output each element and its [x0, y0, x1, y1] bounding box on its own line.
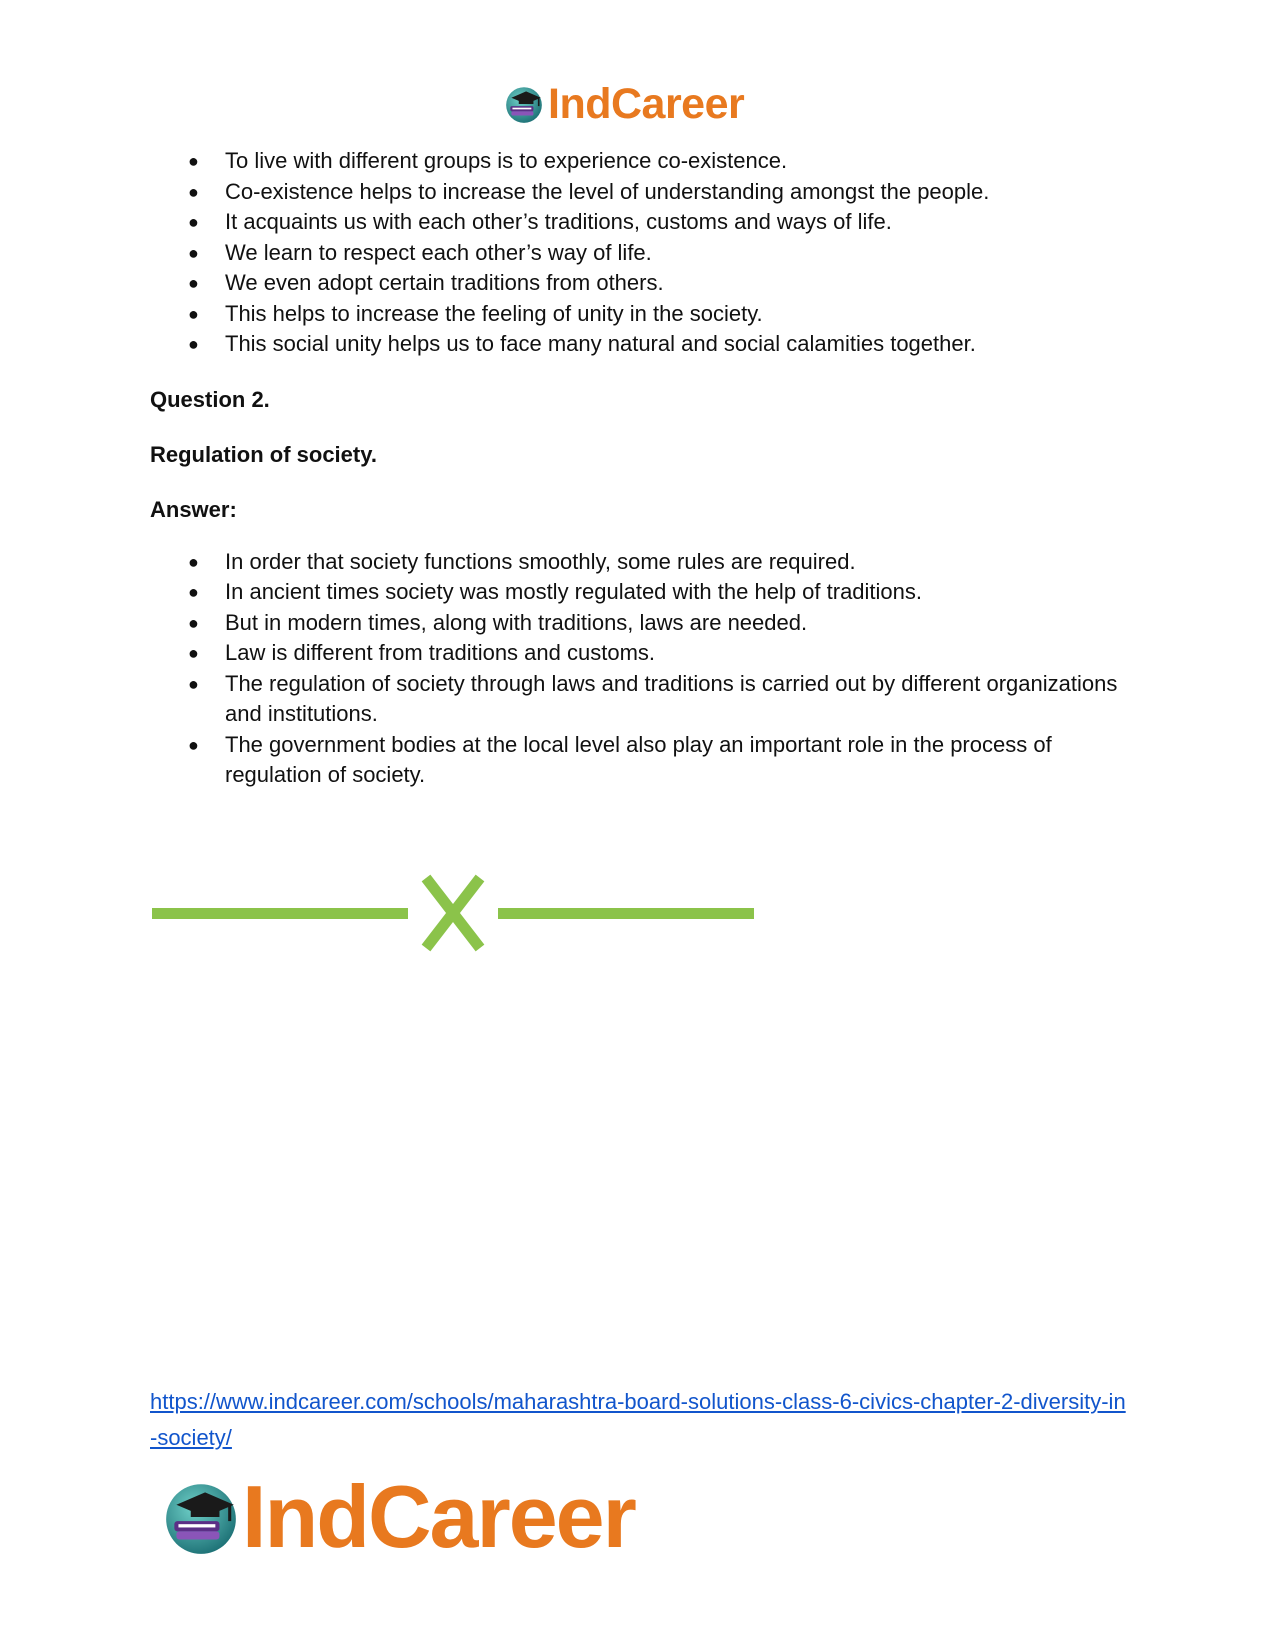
- list-item: [150, 299, 1140, 330]
- bullet-icon: ●: [188, 151, 199, 171]
- graduation-cap-books-globe-icon: [503, 83, 545, 125]
- list-item: [150, 608, 1140, 639]
- list-item-text: Law is different from traditions and customs.: [225, 640, 656, 665]
- list-item-text: The regulation of society through laws and traditions is carried out by different organizations and institutions.: [225, 670, 1118, 726]
- list-item-text: In order that society functions smoothly, some rules are required.: [225, 548, 856, 574]
- list-item-text: We learn to respect each other’s way of life.: [225, 239, 652, 265]
- list-item: [150, 669, 1140, 730]
- source-url-link[interactable]: https://www.indcareer.com/schools/maharashtra-board-solutions-class-6-civics-chapter-2-diversity-in-society/: [150, 1389, 1126, 1450]
- list-item: [150, 638, 1140, 669]
- graduation-cap-books-globe-icon: [160, 1476, 242, 1558]
- regulation-bullet-list: [150, 547, 1140, 791]
- list-item-text: It acquaints us with each other’s traditions, customs and ways of life.: [225, 209, 892, 234]
- list-item-text: This helps to increase the feeling of unity in the society.: [225, 300, 763, 326]
- list-item-text: The government bodies at the local level also play an important role in the process of regulation of society.: [225, 731, 1052, 787]
- brand-wordmark: IndCareer: [548, 79, 745, 128]
- list-item-text: This social unity helps us to face many natural and social calamities together.: [225, 331, 976, 356]
- bullet-icon: ●: [188, 181, 199, 202]
- list-item: [150, 730, 1140, 791]
- list-item-text: To live with different groups is to experience co-existence.: [225, 148, 788, 173]
- list-item-text: But in modern times, along with traditions, laws are needed.: [225, 609, 808, 635]
- document-body: [150, 146, 1140, 791]
- question-label: Question 2.: [150, 386, 270, 412]
- bullet-icon: ●: [188, 673, 199, 694]
- bullet-icon: ●: [188, 551, 199, 572]
- bullet-icon: ●: [188, 734, 199, 755]
- list-item: [150, 238, 1140, 269]
- list-item: [150, 207, 1140, 238]
- answer-label: Answer:: [150, 496, 237, 522]
- bullet-icon: ●: [188, 612, 199, 633]
- bullet-icon: ●: [188, 334, 199, 354]
- list-item: [150, 146, 1140, 177]
- list-item: [150, 547, 1140, 578]
- bullet-icon: ●: [188, 242, 199, 263]
- list-item-text: We even adopt certain traditions from others.: [225, 270, 664, 295]
- list-item: [150, 577, 1140, 608]
- list-item: [150, 177, 1140, 208]
- header-logo: [503, 78, 744, 130]
- list-item-text: In ancient times society was mostly regulated with the help of traditions.: [225, 579, 923, 604]
- bullet-icon: ●: [188, 212, 199, 232]
- bullet-icon: ●: [188, 303, 199, 324]
- list-item: [150, 268, 1140, 299]
- list-item: [150, 329, 1140, 360]
- brand-wordmark: IndCareer: [242, 1467, 635, 1566]
- list-item-text: Co-existence helps to increase the level of understanding amongst the people.: [225, 178, 990, 204]
- bullet-icon: ●: [188, 582, 199, 602]
- bullet-icon: ●: [188, 273, 199, 293]
- footer-logo: [160, 1467, 635, 1566]
- bullet-icon: ●: [188, 643, 199, 663]
- coexistence-bullet-list: [150, 146, 1140, 360]
- question-title: Regulation of society.: [150, 441, 377, 467]
- x-divider-icon: [150, 873, 760, 953]
